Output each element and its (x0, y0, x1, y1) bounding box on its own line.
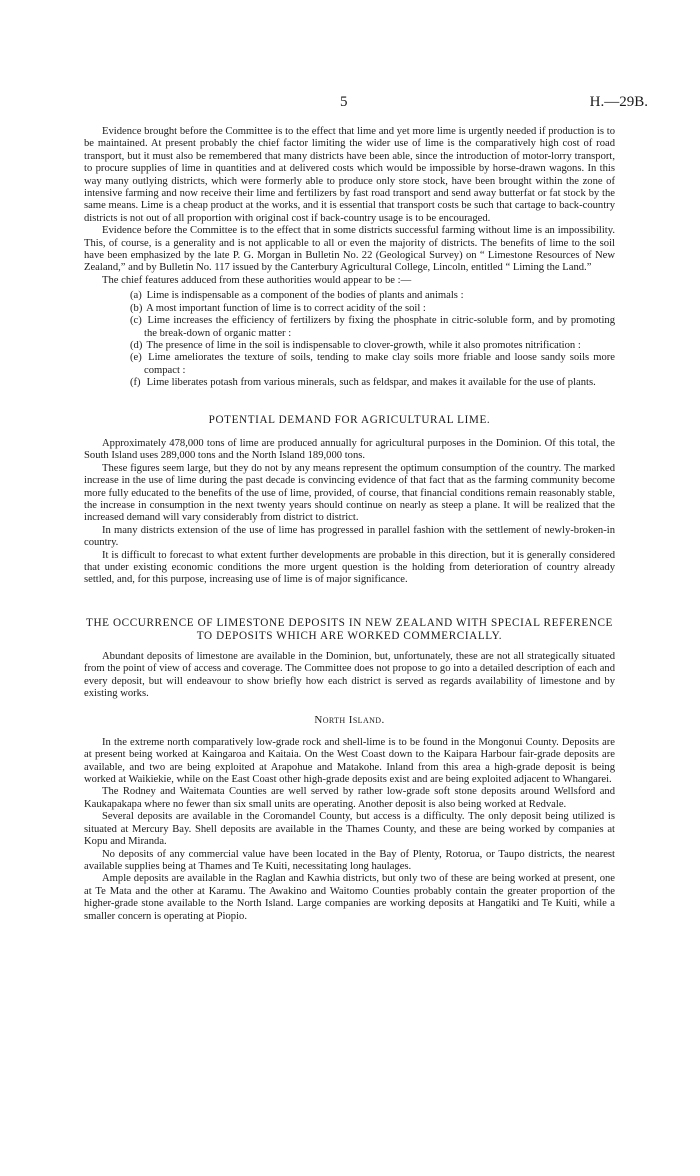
lime-evidence-section (84, 126, 615, 390)
list-text: Lime liberates potash from various minerals, such as feldspar, and makes it available for the use of plants. (146, 377, 596, 389)
potential-demand-section (84, 414, 615, 587)
list-text: Lime is indispensable as a component of the bodies of plants and animals : (146, 290, 464, 302)
page-header (0, 94, 700, 114)
section-heading: THE OCCURRENCE OF LIMESTONE DEPOSITS IN NEW ZEALAND WITH SPECIAL REFERENCE TO DEPOSITS WHICH ARE WORKED COMMERCIALLY. (86, 616, 613, 642)
subsection-heading: North Island. (314, 714, 385, 727)
features-list (84, 290, 615, 389)
list-item (84, 352, 615, 377)
paragraph: Evidence brought before the Committee is to the effect that lime and yet more lime is urgently needed if production is to be maintained. At present probably the chief factor limiting the wider use of lime is the comparatively high cost of road transport, but it must also be remembered that many districts have been able, since the introduction of motor-lorry transport, to procure supplies of lime in quantities and at delivered costs which would be impossible by horse-drawn wagons. In this way many outlying districts, which were formerly able to produce only store stock, have been brought within the zone of intensive farming and now receive their lime and fertilizers by fast road transport and send away butterfat or fat stock by the same means. Lime is a cheap product at the works, and it is essential that transport costs be such that cartage to back-country districts is not out of all proportion with original cost if back-country usage is to be encouraged. (84, 126, 615, 224)
list-text: The presence of lime in the soil is indispensable to clover-growth, while it also promotes nitrification : (146, 339, 581, 351)
paragraph: These figures seem large, but they do not by any means represent the optimum consumption of the country. The marked increase in the use of lime during the past decade is convincing evidence of that fact that as the farming community become more fully educated to the benefits of the use of lime, provided, of course, that financial conditions remain reasonably stable, the increase in consumption in the next twenty years should continue on nearly as steep a plane. It will be realized that the increased demand will vary considerably from district to district. (84, 462, 615, 524)
list-marker: (b) (130, 302, 143, 314)
list-marker: (c) (130, 315, 142, 327)
paragraph: The chief features adduced from these authorities would appear to be :— (102, 274, 412, 286)
list-marker: (e) (130, 352, 142, 364)
page-number: 5 (340, 94, 348, 110)
list-item (84, 315, 615, 340)
list-item (84, 290, 615, 302)
section-heading: POTENTIAL DEMAND FOR AGRICULTURAL LIME. (208, 413, 491, 426)
document-reference: H.—29B. (589, 94, 648, 110)
paragraph: Approximately 478,000 tons of lime are produced annually for agricultural purposes in the Dominion. Of this total, the South Island uses 289,000 tons and the North Island 189,000 tons. (84, 437, 615, 462)
paragraph: In many districts extension of the use of lime has progressed in parallel fashion with the settlement of newly-broken-in country. (84, 524, 615, 549)
list-marker: (d) (130, 339, 143, 351)
list-item (84, 340, 615, 352)
page-body (84, 126, 615, 923)
paragraph: In the extreme north comparatively low-grade rock and shell-lime is to be found in the Mongonui County. Deposits are at present being worked at Kaingaroa and Kaitaia. On the West Coast down to the Kaipara Harbour fair-grade deposits are available, and two are being exploited at Arapohue and Matakohe. Inland from this area a high-grade deposit is being worked at Waikiekie, while on the East Coast other high-grade deposits exist and are being exploited adjacent to Whangarei. (84, 736, 615, 786)
paragraph: No deposits of any commercial value have been located in the Bay of Plenty, Rotorua, or Taupo districts, the nearest available supplies being at Thames and Te Kuiti, necessitating long haulages. (84, 848, 615, 872)
paragraph: Evidence before the Committee is to the effect that in some districts successful farming without lime is an impossibility. This, of course, is a generality and is not applicable to all or even the majority of districts. The benefits of lime to the soil have been emphasized by the late P. G. Morgan in Bulletin No. 22 (Geological Survey) on “ Limestone Resources of New Zealand,” and by Bulletin No. 117 issued by the Canterbury Agricultural College, Lincoln, entitled “ Liming the Land.” (84, 225, 615, 274)
list-item (84, 303, 615, 315)
list-marker: (a) (130, 290, 142, 302)
paragraph: The Rodney and Waitemata Counties are well served by rather low-grade soft stone deposits around Wellsford and Kaukapakapa where no fewer than six small units are operating. Another deposit is also being worked at Redvale. (84, 786, 615, 810)
paragraph: It is difficult to forecast to what extent further developments are probable in this direction, but it is generally considered that under existing economic conditions the more urgent question is the holding from deterioration of country already settled, and, for this purpose, increasing use of lime is of major significance. (84, 549, 615, 586)
limestone-deposits-section (84, 617, 615, 923)
paragraph: Abundant deposits of limestone are available in the Dominion, but, unfortunately, these are not all strategically situated from the point of view of access and coverage. The Committee does not propose to go into a detailed description of each and every deposit, but will endeavour to show briefly how each district is served as regards availability of limestone and by existing works. (84, 650, 615, 700)
paragraph: Ample deposits are available in the Raglan and Kawhia districts, but only two of these are being worked at present, one at Te Mata and the other at Karamu. The Awakino and Waitomo Counties probably contain the greater proportion of the higher-grade stone available to the North Island. Large companies are working deposits at Hangatiki and Te Kuiti, while a smaller concern is operating at Piopio. (84, 873, 615, 922)
paragraph: Several deposits are available in the Coromandel County, but access is a difficulty. The only deposit being utilized is situated at Mercury Bay. Shell deposits are available in the Thames County, and these are being worked by companies at Kopu and Miranda. (84, 811, 615, 848)
list-marker: (f) (130, 377, 141, 389)
list-text: A most important function of lime is to correct acidity of the soil : (146, 302, 426, 314)
list-item (84, 377, 615, 389)
list-text: Lime increases the efficiency of fertilizers by fixing the phosphate in citric-soluble form, and by promoting the break-down of organic matter : (144, 315, 615, 339)
list-text: Lime ameliorates the texture of soils, tending to make clay soils more friable and loose sandy soils more compact : (144, 352, 615, 376)
